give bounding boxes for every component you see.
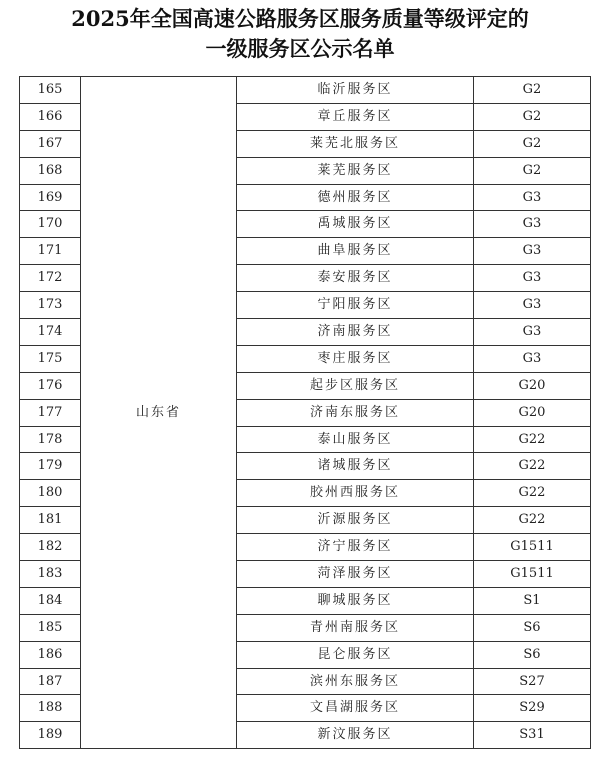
highway-code: S6 (474, 614, 591, 641)
service-area-name: 莱芜服务区 (237, 157, 474, 184)
service-area-name: 章丘服务区 (237, 103, 474, 130)
row-number: 188 (20, 695, 81, 722)
row-number: 173 (20, 292, 81, 319)
service-area-name: 枣庄服务区 (237, 345, 474, 372)
highway-code: S6 (474, 641, 591, 668)
service-area-name: 新汶服务区 (237, 722, 474, 749)
service-area-name: 泰安服务区 (237, 265, 474, 292)
highway-code: S29 (474, 695, 591, 722)
service-area-name: 滨州东服务区 (237, 668, 474, 695)
province-cell: 山东省 (81, 77, 237, 749)
service-area-name: 济南东服务区 (237, 399, 474, 426)
service-area-name: 宁阳服务区 (237, 292, 474, 319)
highway-code: G3 (474, 345, 591, 372)
highway-code: G2 (474, 103, 591, 130)
row-number: 165 (20, 77, 81, 104)
highway-code: G20 (474, 399, 591, 426)
highway-code: G2 (474, 77, 591, 104)
highway-code: G1511 (474, 561, 591, 588)
page-title (0, 4, 600, 64)
row-number: 180 (20, 480, 81, 507)
highway-code: S1 (474, 587, 591, 614)
service-area-name: 泰山服务区 (237, 426, 474, 453)
row-number: 181 (20, 507, 81, 534)
service-area-name: 诸城服务区 (237, 453, 474, 480)
service-area-name: 曲阜服务区 (237, 238, 474, 265)
title-line-2: 一级服务区公示名单 (205, 36, 395, 61)
highway-code: G2 (474, 130, 591, 157)
highway-code: G22 (474, 453, 591, 480)
row-number: 169 (20, 184, 81, 211)
service-area-name: 沂源服务区 (237, 507, 474, 534)
row-number: 185 (20, 614, 81, 641)
highway-code: G20 (474, 372, 591, 399)
row-number: 170 (20, 211, 81, 238)
service-area-name: 济宁服务区 (237, 534, 474, 561)
row-number: 187 (20, 668, 81, 695)
row-number: 178 (20, 426, 81, 453)
service-area-name: 临沂服务区 (237, 77, 474, 104)
row-number: 175 (20, 345, 81, 372)
highway-code: S27 (474, 668, 591, 695)
service-area-table (19, 76, 591, 749)
highway-code: G1511 (474, 534, 591, 561)
table-row (20, 77, 591, 104)
service-area-name: 文昌湖服务区 (237, 695, 474, 722)
highway-code: G3 (474, 184, 591, 211)
row-number: 176 (20, 372, 81, 399)
row-number: 166 (20, 103, 81, 130)
row-number: 189 (20, 722, 81, 749)
service-area-name: 济南服务区 (237, 319, 474, 346)
highway-code: G22 (474, 507, 591, 534)
service-area-name: 胶州西服务区 (237, 480, 474, 507)
row-number: 182 (20, 534, 81, 561)
table-body (20, 77, 591, 749)
service-area-name: 菏泽服务区 (237, 561, 474, 588)
service-area-name: 聊城服务区 (237, 587, 474, 614)
highway-code: G22 (474, 480, 591, 507)
highway-code: G3 (474, 238, 591, 265)
highway-code: G3 (474, 265, 591, 292)
highway-code: G3 (474, 211, 591, 238)
highway-code: G2 (474, 157, 591, 184)
row-number: 177 (20, 399, 81, 426)
highway-code: S31 (474, 722, 591, 749)
highway-code: G22 (474, 426, 591, 453)
service-area-name: 昆仑服务区 (237, 641, 474, 668)
service-area-name: 青州南服务区 (237, 614, 474, 641)
row-number: 186 (20, 641, 81, 668)
row-number: 184 (20, 587, 81, 614)
service-area-name: 莱芜北服务区 (237, 130, 474, 157)
row-number: 183 (20, 561, 81, 588)
row-number: 168 (20, 157, 81, 184)
row-number: 167 (20, 130, 81, 157)
row-number: 174 (20, 319, 81, 346)
title-line-1: 2025年全国高速公路服务区服务质量等级评定的 (71, 6, 529, 31)
row-number: 172 (20, 265, 81, 292)
service-area-name: 禹城服务区 (237, 211, 474, 238)
service-area-name: 起步区服务区 (237, 372, 474, 399)
row-number: 171 (20, 238, 81, 265)
service-area-name: 德州服务区 (237, 184, 474, 211)
highway-code: G3 (474, 292, 591, 319)
row-number: 179 (20, 453, 81, 480)
highway-code: G3 (474, 319, 591, 346)
